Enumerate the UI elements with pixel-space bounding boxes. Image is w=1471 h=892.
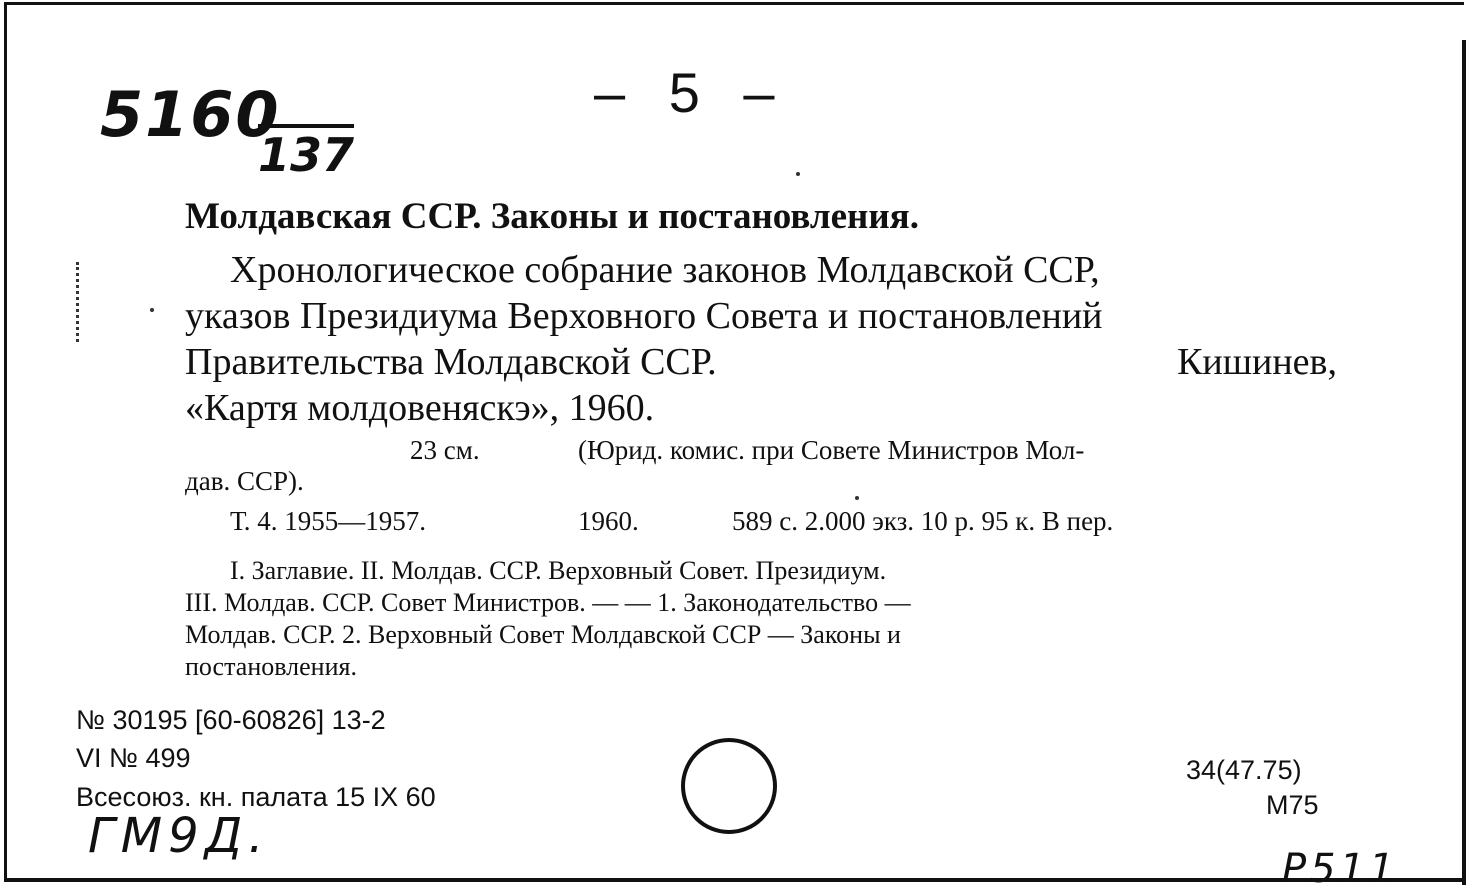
title-line-1: Хронологическое собрание законов Молдавской ССР, [230, 249, 1100, 291]
series-text: (Юрид. комис. при Совете Министров Мол- [578, 435, 1085, 465]
tracing-line-2: III. Молдав. ССР. Совет Министров. — — 1. Законодательство — [185, 588, 911, 617]
book-chamber: Всесоюз. кн. палата 15 IX 60 [76, 782, 436, 812]
author-mark: М75 [1266, 790, 1319, 820]
series-continued: дав. ССР). [185, 466, 304, 496]
title-line-3 [185, 340, 1337, 384]
volume-year: 1960. [578, 506, 639, 536]
classification-code: 34(47.75) [1186, 755, 1302, 785]
tracing-line-3: Молдав. ССР. 2. Верховный Совет Молдавской ССР — Законы и [185, 620, 901, 649]
record-number: № 30195 [60-60826] 13-2 [76, 705, 386, 735]
series-size: 23 см. [410, 435, 480, 465]
title-city: Кишинев, [1177, 341, 1337, 383]
title-publisher: «Картя молдовеняскэ», 1960. [185, 387, 655, 429]
handwritten-call-number: 5160 [100, 78, 281, 151]
card-right-edge [1462, 40, 1466, 885]
card-heading: Молдавская ССР. Законы и постановления. [185, 196, 919, 237]
volume-pages: 589 с. 2.000 экз. 10 р. 95 к. В пер. [732, 506, 1114, 536]
speck [855, 496, 859, 500]
tracing-line-1: I. Заглавие. II. Молдав. ССР. Верховный Совет. Президиум. [230, 556, 887, 585]
volume-info: Т. 4. 1955—1957. [230, 506, 427, 536]
handwritten-bottom-mark: ГМ9Д. [88, 808, 270, 864]
tracing-line-4: постановления. [185, 652, 357, 681]
speck [796, 172, 800, 176]
margin-dots [76, 262, 79, 342]
punch-hole [681, 738, 777, 834]
speck [150, 308, 154, 312]
title-line-3-text: Правительства Молдавской ССР. [185, 341, 717, 383]
title-line-2: указов Президиума Верховного Совета и постановлений [185, 295, 1103, 337]
handwritten-corner-mark: Р511 [1282, 846, 1399, 892]
record-sub: VI № 499 [76, 743, 191, 773]
page-number: – 5 – [594, 61, 789, 124]
handwritten-call-sub: 137 [258, 128, 355, 182]
